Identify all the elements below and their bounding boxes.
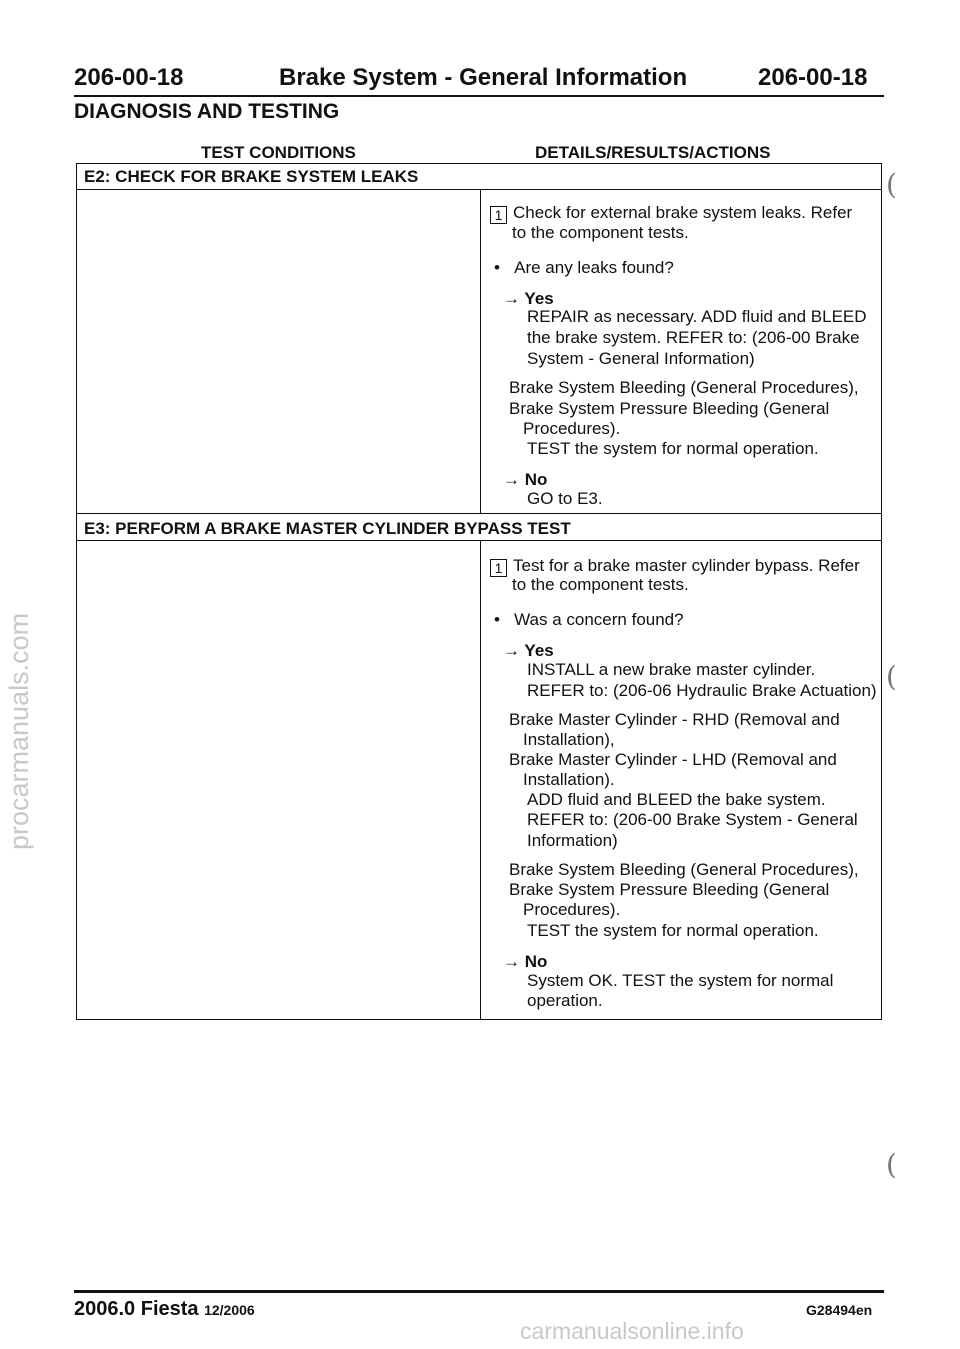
e2-yes-line-3: System - General Information) xyxy=(527,349,755,368)
e2-title-divider xyxy=(76,189,882,190)
e3-ref-line-6: REFER to: (206-00 Brake System - General xyxy=(527,810,858,829)
footer-code: G28494en xyxy=(806,1302,873,1318)
e3-no-label: No xyxy=(524,952,548,971)
e2-yes xyxy=(503,289,554,309)
binder-mark: ( xyxy=(886,660,897,693)
e2-yes-label: Yes xyxy=(524,289,554,308)
e2-step-number: 1 xyxy=(490,206,507,224)
e2-yes-line-2: the brake system. REFER to: (206-00 Brake xyxy=(527,328,860,347)
section-title: DIAGNOSIS AND TESTING xyxy=(74,100,340,123)
e2-no-line: GO to E3. xyxy=(527,489,603,508)
footer-rule xyxy=(74,1290,884,1293)
footer-date: 12/2006 xyxy=(204,1302,255,1318)
page-number-left: 206-00-18 xyxy=(74,64,184,91)
column-header-test-conditions: TEST CONDITIONS xyxy=(201,143,356,162)
e3-step-number: 1 xyxy=(490,559,507,577)
footer-model xyxy=(74,1298,255,1321)
e2-yes-line-1: REPAIR as necessary. ADD fluid and BLEED xyxy=(527,307,867,326)
arrow-right-icon: → xyxy=(503,952,525,971)
e3-ref-line-3: Brake Master Cylinder - LHD (Removal and xyxy=(509,750,837,769)
header-rule xyxy=(74,95,884,97)
e3-ref2-line-1: Brake System Bleeding (General Procedures), xyxy=(509,860,859,879)
e3-ref2-line-3: Procedures). xyxy=(523,900,621,919)
e2-question: • Are any leaks found? xyxy=(494,258,674,277)
e3-title-divider xyxy=(76,540,882,541)
side-watermark: procarmanuals.com xyxy=(4,612,34,850)
e3-yes-line-2: REFER to: (206-06 Hydraulic Brake Actuation) xyxy=(527,681,877,700)
e3-ref-line-2: Installation), xyxy=(523,730,615,749)
e2-ref-line-3: Procedures). xyxy=(523,419,621,438)
e3-question-text: Was a concern found? xyxy=(514,610,684,629)
e3-ref-line-5: ADD fluid and BLEED the bake system. xyxy=(527,790,826,809)
e3-no xyxy=(503,952,547,972)
binder-mark: ( xyxy=(886,1148,897,1181)
e2-no xyxy=(503,470,547,490)
page-number-right: 206-00-18 xyxy=(758,64,868,91)
bottom-watermark: carmanualsonline.info xyxy=(520,1318,744,1344)
e2-ref-line-2: Brake System Pressure Bleeding (General xyxy=(509,399,830,418)
e2-no-label: No xyxy=(524,470,548,489)
page-title: Brake System - General Information xyxy=(279,64,688,91)
e3-column-divider xyxy=(480,540,481,1020)
e2-ref-line-4: TEST the system for normal operation. xyxy=(527,439,819,458)
binder-mark: ( xyxy=(886,168,897,201)
e3-title: E3: PERFORM A BRAKE MASTER CYLINDER BYPASS TEST xyxy=(84,519,571,538)
e2-title: E2: CHECK FOR BRAKE SYSTEM LEAKS xyxy=(84,167,419,186)
e2-step-1 xyxy=(490,203,852,224)
e2-ref-line-1: Brake System Bleeding (General Procedures), xyxy=(509,378,859,397)
e3-question: • Was a concern found? xyxy=(494,610,684,629)
e3-yes xyxy=(503,641,554,661)
e3-no-line-2: operation. xyxy=(527,991,603,1010)
e3-ref2-line-4: TEST the system for normal operation. xyxy=(527,921,819,940)
e3-yes-label: Yes xyxy=(524,641,554,660)
arrow-right-icon: → xyxy=(503,289,525,308)
e3-step-line1: Test for a brake master cylinder bypass. Refer xyxy=(513,556,860,575)
e3-step-line2: to the component tests. xyxy=(512,575,689,594)
footer-model-name: 2006.0 Fiesta xyxy=(74,1298,199,1320)
e3-ref2-line-2: Brake System Pressure Bleeding (General xyxy=(509,880,830,899)
column-header-details: DETAILS/RESULTS/ACTIONS xyxy=(535,143,771,162)
e2-column-divider xyxy=(480,189,481,514)
e2-step-line1: Check for external brake system leaks. Refer xyxy=(513,203,853,222)
arrow-right-icon: → xyxy=(503,470,525,489)
e3-ref-line-4: Installation). xyxy=(523,770,615,789)
e3-ref-line-7: Information) xyxy=(527,831,618,850)
e3-yes-line-1: INSTALL a new brake master cylinder. xyxy=(527,660,816,679)
e2-question-text: Are any leaks found? xyxy=(514,258,674,277)
e3-ref-line-1: Brake Master Cylinder - RHD (Removal and xyxy=(509,710,840,729)
e3-step-1 xyxy=(490,556,860,577)
arrow-right-icon: → xyxy=(503,641,525,660)
e2-step-line2: to the component tests. xyxy=(512,223,689,242)
e3-no-line-1: System OK. TEST the system for normal xyxy=(527,971,834,990)
